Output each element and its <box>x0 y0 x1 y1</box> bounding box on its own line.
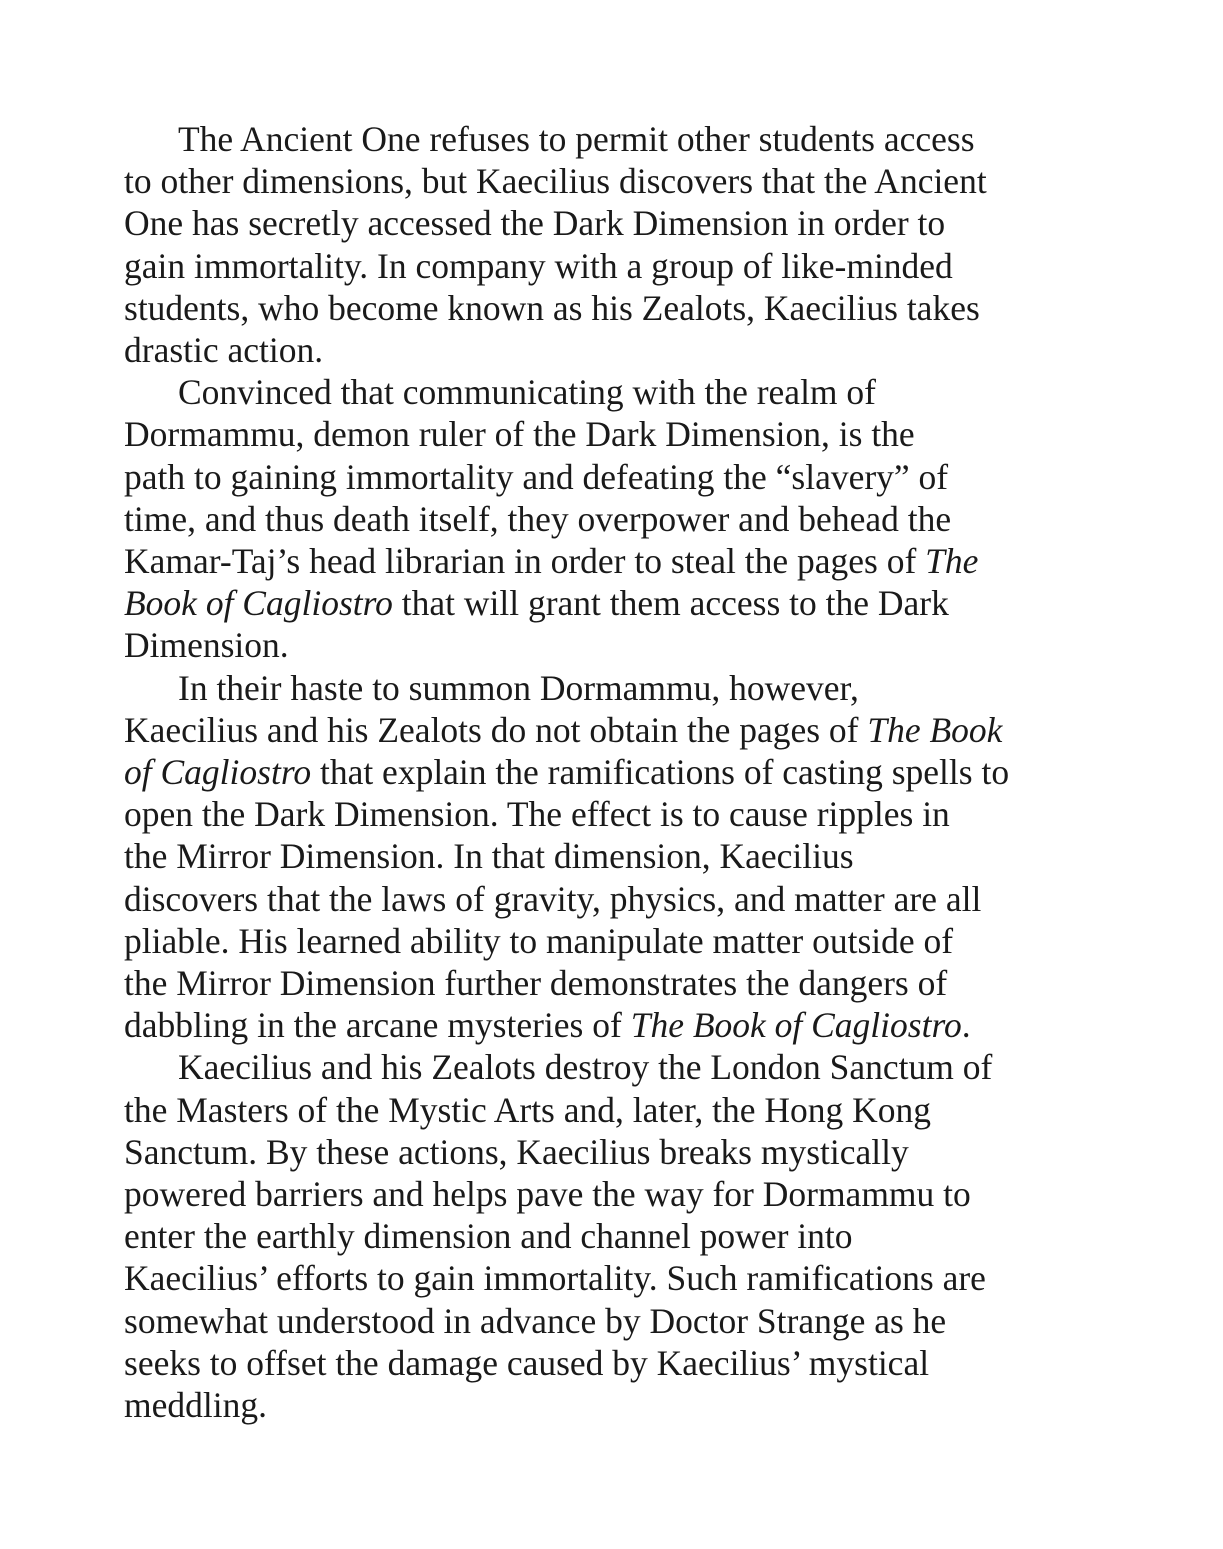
text-line: path to gaining immortality and defeating the “slavery” of <box>124 456 949 497</box>
text-line <box>124 540 1099 582</box>
text-run: dabbling in the arcane mysteries of <box>124 1005 631 1046</box>
text-line: the Mirror Dimension further demonstrates the dangers of <box>124 963 948 1004</box>
text-line <box>124 709 1099 751</box>
text-line: students, who become known as his Zealots, Kaecilius takes <box>124 287 980 328</box>
text-line: to other dimensions, but Kaecilius discovers that the Ancient <box>124 161 987 202</box>
book-page <box>124 118 1099 1426</box>
book-title-italic: The Book of Cagliostro <box>630 1005 962 1046</box>
text-line <box>124 1004 1099 1046</box>
paragraph-3 <box>124 667 1099 1047</box>
text-line: Kaecilius’ efforts to gain immortality. Such ramifications are <box>124 1258 986 1299</box>
text-run: Kamar-Taj’s head librarian in order to steal the pages of <box>124 541 926 582</box>
text-line: seeks to offset the damage caused by Kaecilius’ mystical <box>124 1342 930 1383</box>
text-line: Dimension. <box>124 625 289 666</box>
book-title-italic: Book of Cagliostro <box>124 583 393 624</box>
text-line: the Mirror Dimension. In that dimension, Kaecilius <box>124 836 854 877</box>
paragraph-4 <box>124 1046 1099 1426</box>
text-line: powered barriers and helps pave the way for Dormammu to <box>124 1174 971 1215</box>
text-line: enter the earthly dimension and channel power into <box>124 1216 853 1257</box>
text-line: the Masters of the Mystic Arts and, later, the Hong Kong <box>124 1089 932 1130</box>
text-line: Dormammu, demon ruler of the Dark Dimension, is the <box>124 414 915 455</box>
text-line: The Ancient One refuses to permit other students access <box>178 119 975 159</box>
text-line: In their haste to summon Dormammu, however, <box>178 667 859 708</box>
text-line: Kaecilius and his Zealots destroy the London Sanctum of <box>178 1047 993 1088</box>
text-line <box>124 751 1099 793</box>
paragraph-2 <box>124 371 1099 666</box>
text-line: open the Dark Dimension. The effect is to cause ripples in <box>124 794 950 835</box>
text-line: meddling. <box>124 1385 267 1426</box>
text-line: discovers that the laws of gravity, physics, and matter are all <box>124 878 982 919</box>
text-line: Sanctum. By these actions, Kaecilius breaks mystically <box>124 1131 909 1172</box>
text-run: that will grant them access to the Dark <box>392 583 949 624</box>
text-line: drastic action. <box>124 330 324 371</box>
text-line: pliable. His learned ability to manipulate matter outside of <box>124 920 954 961</box>
paragraph-1 <box>124 118 1099 371</box>
book-title-italic: The <box>925 541 979 582</box>
text-line: Convinced that communicating with the realm of <box>178 372 876 413</box>
text-run: . <box>961 1005 971 1046</box>
text-run: Kaecilius and his Zealots do not obtain the pages of <box>124 709 868 750</box>
text-line: somewhat understood in advance by Doctor Strange as he <box>124 1300 947 1341</box>
text-line: One has secretly accessed the Dark Dimension in order to <box>124 203 946 244</box>
text-line: time, and thus death itself, they overpower and behead the <box>124 498 952 539</box>
text-line: gain immortality. In company with a group of like-minded <box>124 245 953 286</box>
text-line <box>124 582 1099 624</box>
book-title-italic: The Book <box>867 709 1003 750</box>
book-title-italic: of Cagliostro <box>124 752 312 793</box>
text-run: that explain the ramifications of casting spells to <box>311 752 1010 793</box>
